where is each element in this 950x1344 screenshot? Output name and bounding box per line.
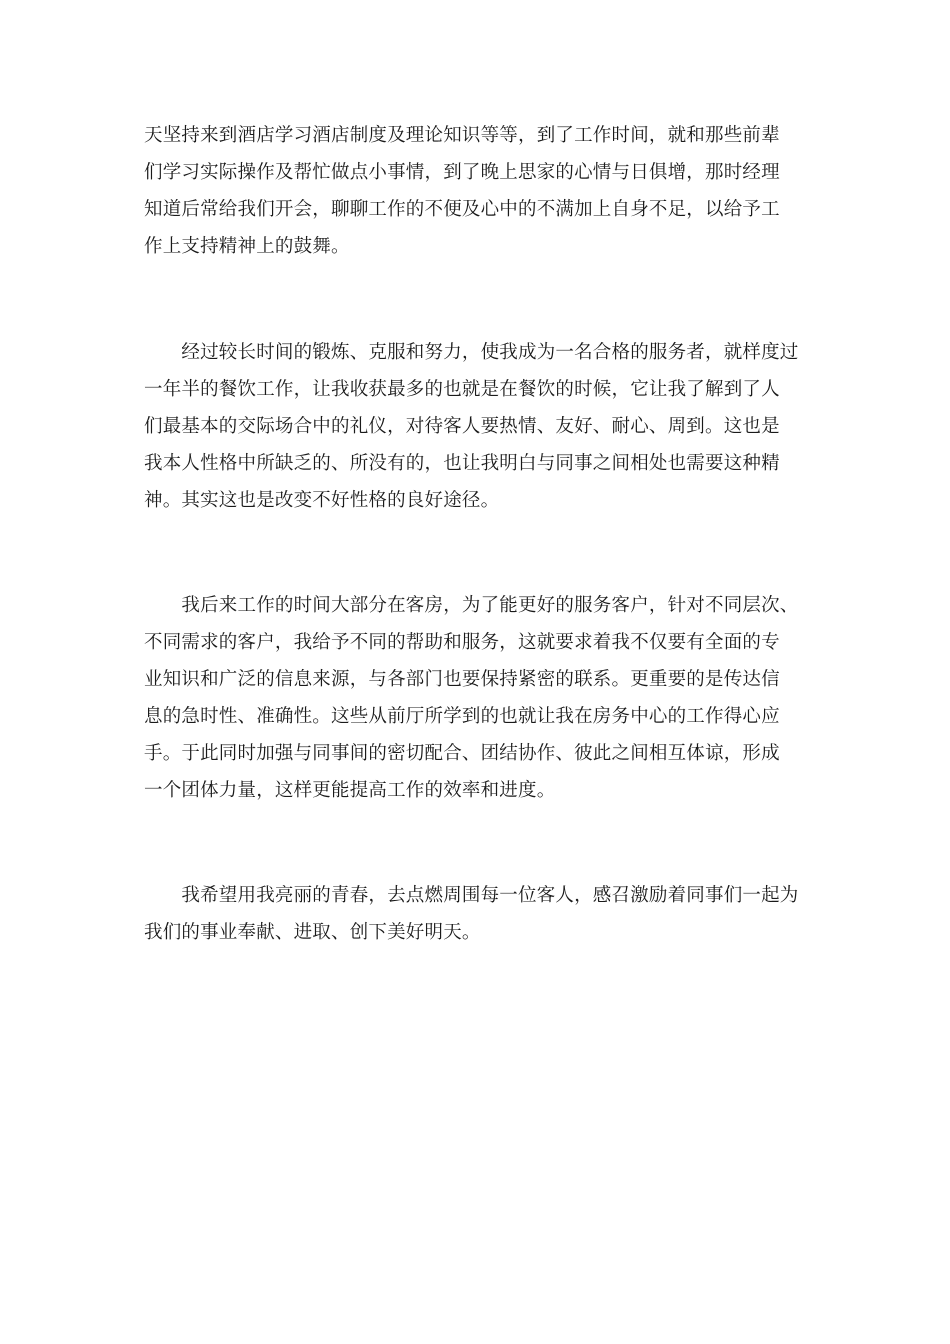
paragraph-line: 们最基本的交际场合中的礼仪，对待客人要热情、友好、耐心、周到。这也是 <box>144 416 780 437</box>
paragraph-line: 我希望用我亮丽的青春，去点燃周围每一位客人，感召激励着同事们一起为 <box>144 885 799 906</box>
paragraph-line: 手。于此同时加强与同事间的密切配合、团结协作、彼此之间相互体谅，形成 <box>144 743 780 764</box>
paragraph-line: 神。其实这也是改变不好性格的良好途径。 <box>144 490 500 511</box>
paragraph-line: 一年半的餐饮工作，让我收获最多的也就是在餐饮的时候，它让我了解到了人 <box>144 379 780 400</box>
paragraph-line: 们学习实际操作及帮忙做点小事情，到了晚上思家的心情与日俱增，那时经理 <box>144 162 780 183</box>
paragraph-line: 业知识和广泛的信息来源，与各部门也要保持紧密的联系。更重要的是传达信 <box>144 669 780 690</box>
paragraph-line: 我本人性格中所缺乏的、所没有的，也让我明白与同事之间相处也需要这种精 <box>144 453 780 474</box>
paragraph-line: 我们的事业奉献、进取、创下美好明天。 <box>144 922 481 943</box>
paragraph-line: 我后来工作的时间大部分在客房，为了能更好的服务客户，针对不同层次、 <box>144 595 799 616</box>
paragraph-line: 知道后常给我们开会，聊聊工作的不便及心中的不满加上自身不足，以给予工 <box>144 199 780 220</box>
paragraph-line: 息的急时性、准确性。这些从前厅所学到的也就让我在房务中心的工作得心应 <box>144 706 780 727</box>
paragraph-line: 经过较长时间的锻炼、克服和努力，使我成为一名合格的服务者，就样度过 <box>144 342 799 363</box>
paragraph-line: 天坚持来到酒店学习酒店制度及理论知识等等，到了工作时间，就和那些前辈 <box>144 125 780 146</box>
paragraph-1 <box>144 117 808 265</box>
paragraph-line: 一个团体力量，这样更能提高工作的效率和进度。 <box>144 780 556 801</box>
paragraph-line: 不同需求的客户，我给予不同的帮助和服务，这就要求着我不仅要有全面的专 <box>144 632 780 653</box>
paragraph-2 <box>144 334 808 519</box>
paragraph-3 <box>144 587 808 809</box>
paragraph-4 <box>144 877 808 951</box>
paragraph-line: 作上支持精神上的鼓舞。 <box>144 236 350 257</box>
